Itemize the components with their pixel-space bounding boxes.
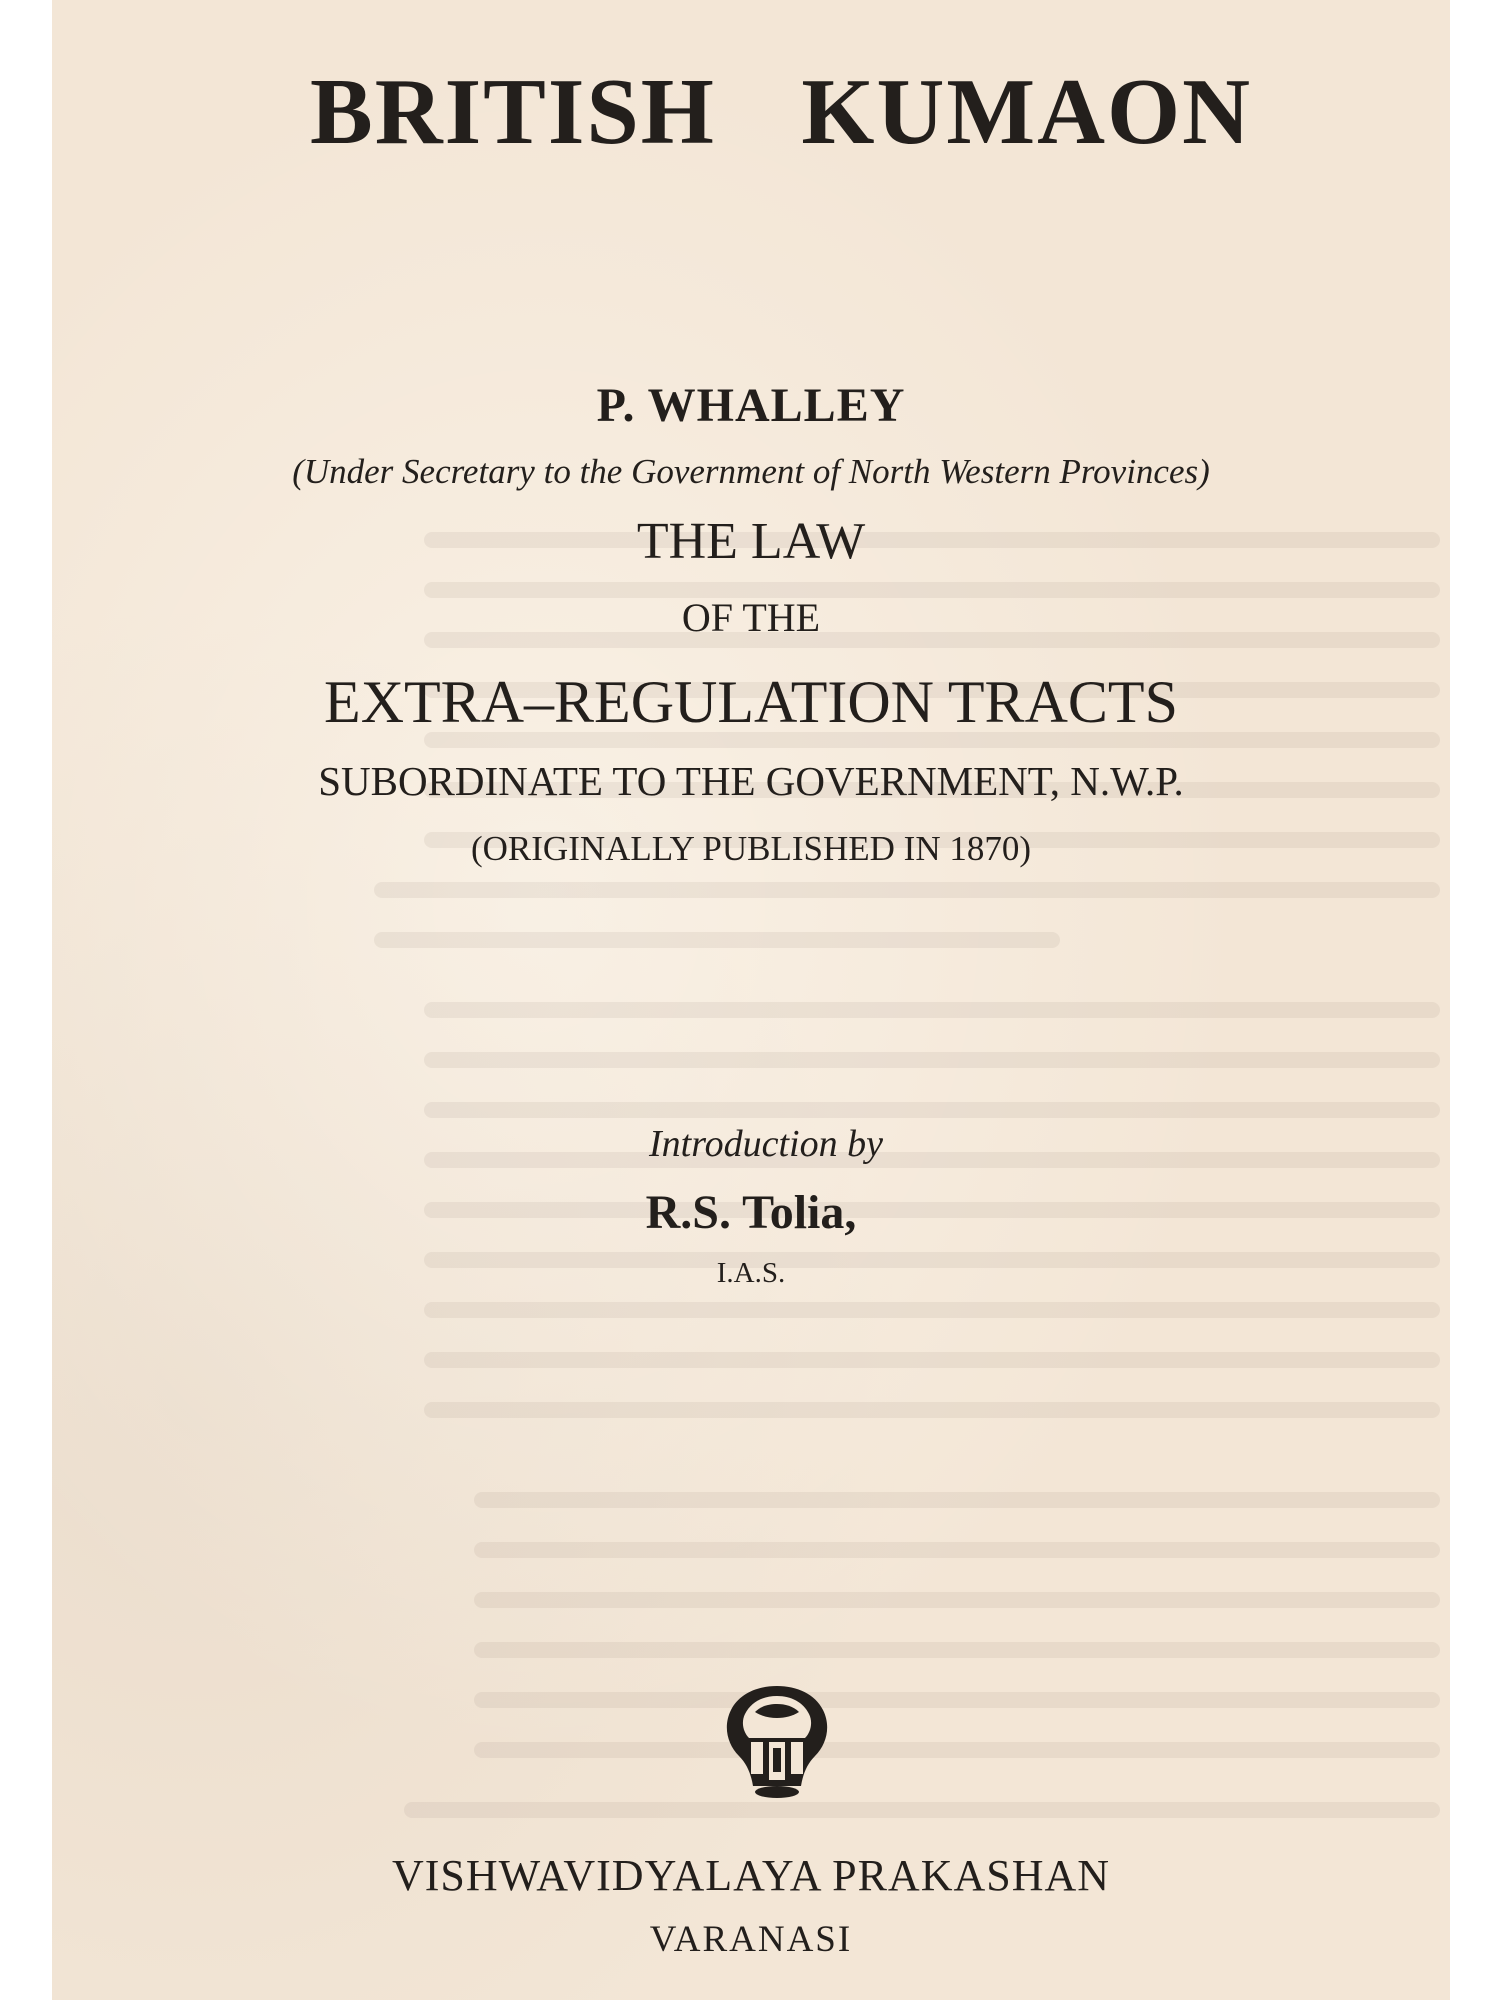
publisher-city: VARANASI — [649, 1919, 853, 1960]
work-title-line-1: THE LAW — [636, 513, 866, 570]
introduction-author-title: I.A.S. — [716, 1257, 786, 1289]
introduction-label: Introduction by — [649, 1123, 883, 1165]
title-page — [52, 0, 1450, 2000]
book-title: BRITISH KUMAON — [310, 60, 1252, 164]
work-title-line-3: EXTRA–REGULATION TRACTS — [324, 669, 1178, 735]
author-name: P. WHALLEY — [596, 379, 906, 432]
introduction-author: R.S. Tolia, — [645, 1186, 857, 1239]
author-description: (Under Secretary to the Government of North Western Provinces) — [292, 452, 1210, 491]
publisher-emblem-icon — [717, 1682, 837, 1800]
publisher-name: VISHWAVIDYALAYA PRAKASHAN — [391, 1851, 1111, 1900]
original-publication-note: (ORIGINALLY PUBLISHED IN 1870) — [471, 829, 1031, 868]
work-title-line-2: OF THE — [681, 595, 821, 640]
work-subtitle: SUBORDINATE TO THE GOVERNMENT, N.W.P. — [318, 758, 1184, 804]
